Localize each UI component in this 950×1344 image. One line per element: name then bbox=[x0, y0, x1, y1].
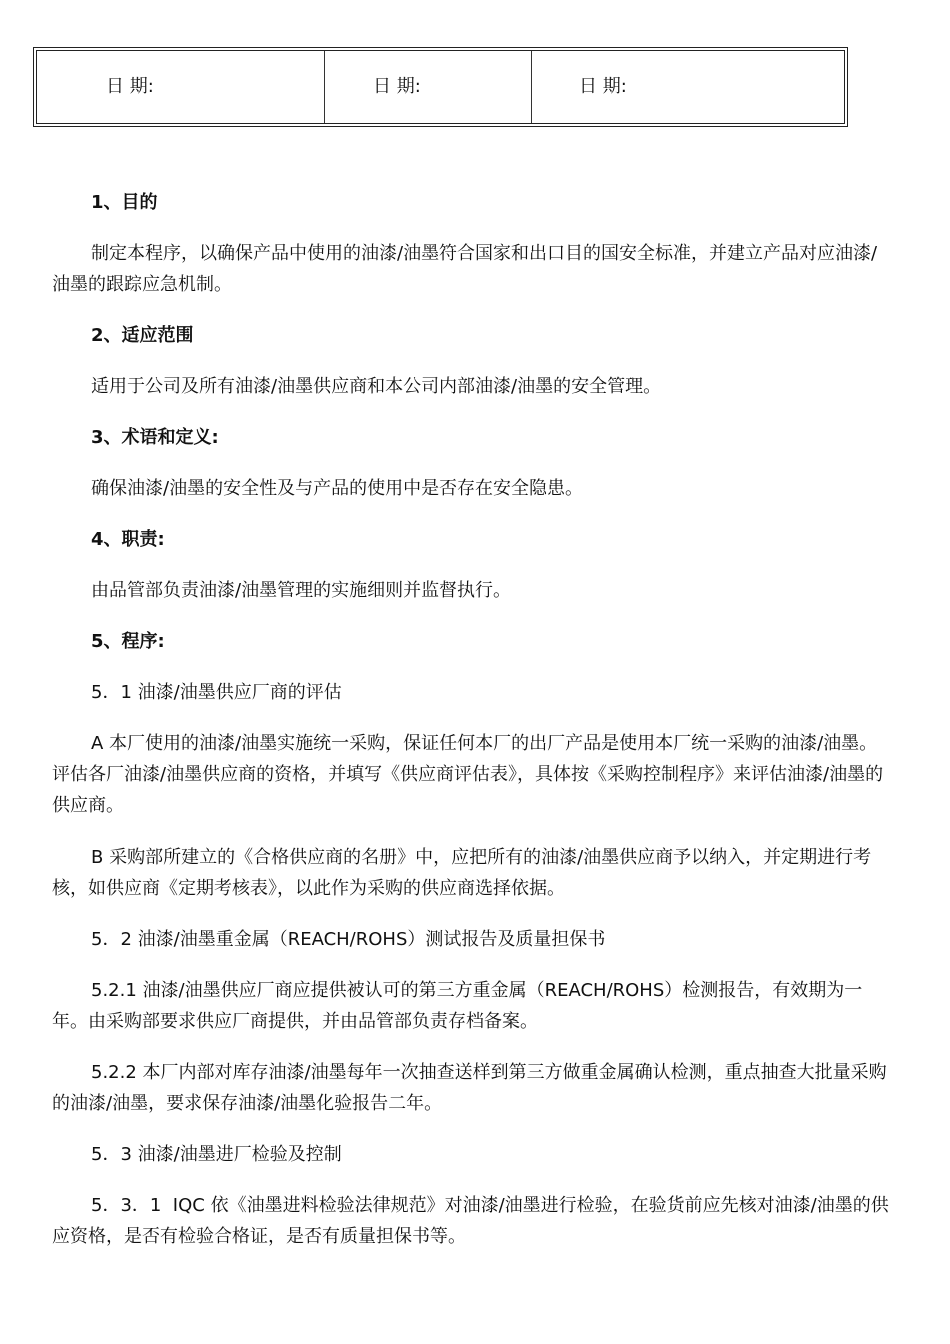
paragraph-5-2-1: 5.2.1 油漆/油墨供应厂商应提供被认可的第三方重金属（REACH/ROHS）检测报告，有效期为一年。由采购部要求供应厂商提供，并由品管部负责存档备案。 bbox=[52, 980, 863, 1032]
paragraph-responsibilities: 由品管部负责油漆/油墨管理的实施细则并监督执行。 bbox=[91, 580, 512, 601]
signature-table bbox=[33, 47, 848, 127]
heading-procedure: 5、程序: bbox=[91, 631, 165, 652]
paragraph-5-2-2: 5.2.2 本厂内部对库存油漆/油墨每年一次抽查送样到第三方做重金属确认检测，重点抽查大批量采购的油漆/油墨，要求保存油漆/油墨化验报告二年。 bbox=[52, 1062, 887, 1114]
section-5-2: 5．2 油漆/油墨重金属（REACH/ROHS）测试报告及质量担保书 bbox=[91, 929, 606, 950]
section-5-3: 5．3 油漆/油墨进厂检验及控制 bbox=[91, 1144, 342, 1165]
section-5-1: 5．1 油漆/油墨供应厂商的评估 bbox=[91, 682, 342, 703]
date-cell-1: 日 期: bbox=[37, 51, 325, 123]
heading-terms: 3、术语和定义: bbox=[91, 427, 219, 448]
date-cell-2: 日 期: bbox=[325, 51, 532, 123]
paragraph-terms: 确保油漆/油墨的安全性及与产品的使用中是否存在安全隐患。 bbox=[91, 478, 584, 499]
paragraph-5-3-1: 5．3．1 IQC 依《油墨进料检验法律规范》对油漆/油墨进行检验，在验货前应先核对油漆/油墨的供应资格，是否有检验合格证，是否有质量担保书等。 bbox=[52, 1195, 889, 1247]
heading-responsibilities: 4、职责: bbox=[91, 529, 165, 550]
heading-scope: 2、适应范围 bbox=[91, 325, 194, 346]
date-cell-3: 日 期: bbox=[579, 76, 627, 97]
document-body bbox=[52, 187, 892, 1252]
paragraph-purpose: 制定本程序，以确保产品中使用的油漆/油墨符合国家和出口目的国安全标准，并建立产品对应油漆/油墨的跟踪应急机制。 bbox=[52, 243, 878, 295]
paragraph-scope: 适用于公司及所有油漆/油墨供应商和本公司内部油漆/油墨的安全管理。 bbox=[91, 376, 662, 397]
paragraph-a: A 本厂使用的油漆/油墨实施统一采购，保证任何本厂的出厂产品是使用本厂统一采购的油漆/油墨。评估各厂油漆/油墨供应商的资格，并填写《供应商评估表》，具体按《采购控制程序》来评估油漆/油墨的供应商。 bbox=[52, 733, 884, 816]
paragraph-b: B 采购部所建立的《合格供应商的名册》中，应把所有的油漆/油墨供应商予以纳入，并定期进行考核，如供应商《定期考核表》，以此作为采购的供应商选择依据。 bbox=[52, 847, 872, 899]
heading-purpose: 1、目的 bbox=[91, 192, 158, 213]
